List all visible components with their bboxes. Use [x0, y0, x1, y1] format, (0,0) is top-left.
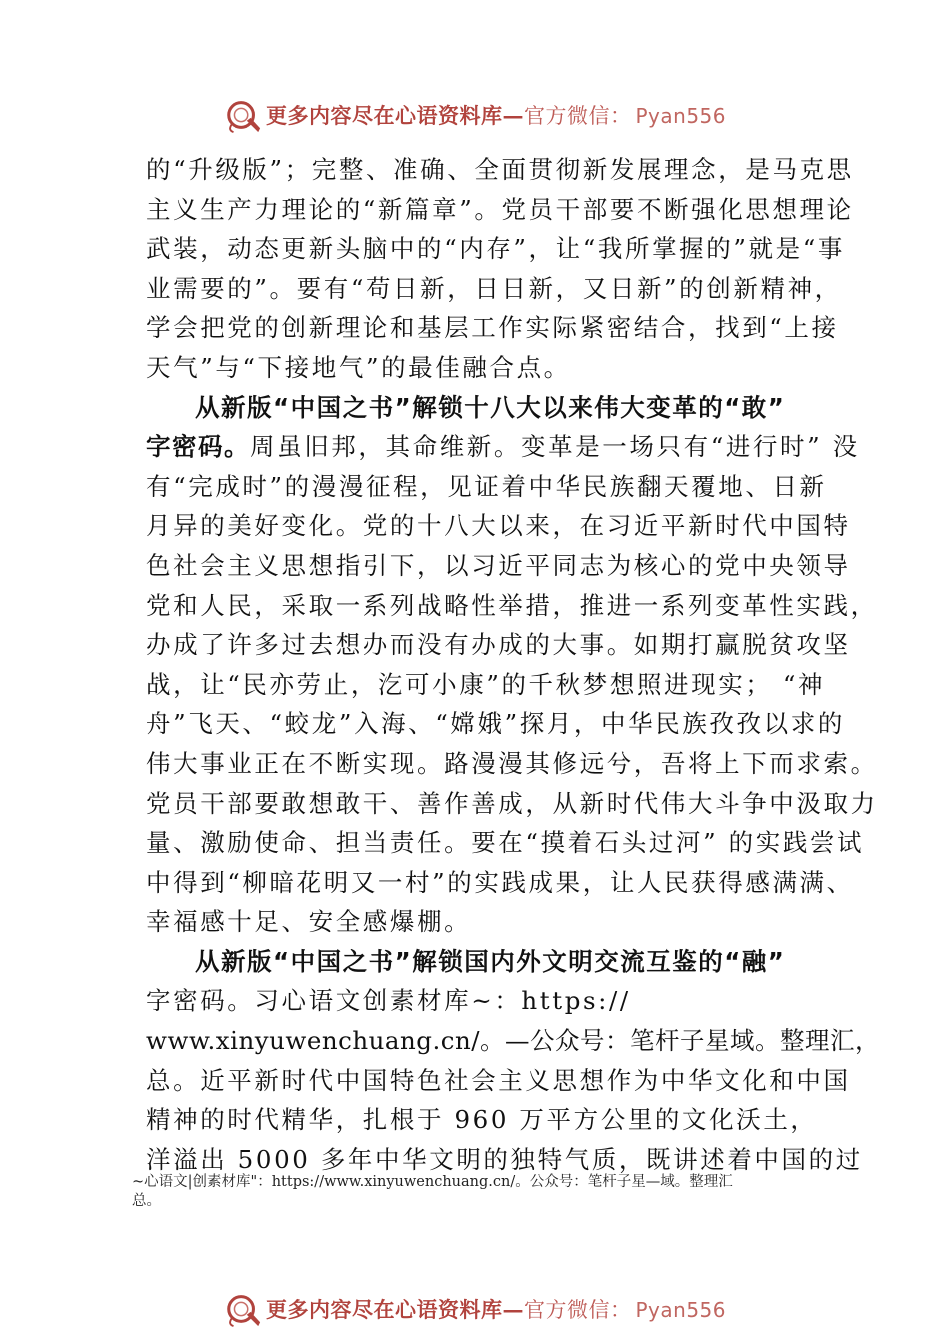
body-line: 主义生产力理论的“新篇章”。党员干部要不断强化思想理论: [146, 194, 854, 224]
body-line: 量、激励使命、担当责任。要在“摸着石头过河” 的实践尝试: [146, 828, 865, 858]
body-line: 字密码。习心语文创素材库~：https://: [146, 986, 631, 1016]
body-line: 幸福感十足、安全感爆棚。: [146, 907, 472, 937]
document-body: [146, 150, 880, 1179]
body-line: 学会把党的创新理论和基层工作实际紧密结合，找到“上接: [146, 313, 839, 343]
body-line: 精神的时代精华，扎根于 960 万平方公里的文化沃土，: [146, 1105, 818, 1135]
body-line: 天气”与“下接地气”的最佳融合点。: [146, 352, 571, 382]
body-line: 伟大事业正在不断实现。路漫漫其修远兮，吾将上下而求索。: [146, 748, 878, 778]
body-line: 月异的美好变化。党的十八大以来，在习近平新时代中国特: [146, 511, 851, 541]
header-banner: [0, 90, 950, 140]
pen-nib-seal-icon: [224, 1290, 262, 1328]
body-line: 有“完成时”的漫漫征程，见证着中华民族翻天覆地、日新: [146, 471, 827, 501]
body-text: 周虽旧邦，其命维新。变革是一场只有“进行时” 没: [250, 432, 860, 462]
body-line: 舟”飞天、“蛟龙”入海、“嫦娥”探月，中华民族孜孜以求的: [146, 709, 845, 739]
section-heading-tail: 字密码。: [146, 432, 250, 462]
body-line: 战，让“民亦劳止，汔可小康”的千秋梦想照进现实； “神: [146, 669, 826, 699]
body-line: 中得到“柳暗花明又一村”的实践成果，让人民获得感满满、: [146, 867, 854, 897]
footer-banner: [0, 1284, 950, 1334]
section-heading-blend: 从新版“中国之书”解锁国内外文明交流互鉴的“融”: [195, 946, 786, 976]
body-line: 武装，动态更新头脑中的“内存”，让“我所掌握的”就是“事: [146, 234, 845, 264]
banner-text: 更多内容尽在心语资料库—官方微信： Pyan556: [265, 103, 726, 128]
body-line: 业需要的”。要有“苟日新，日日新，又日新”的创新精神，: [146, 273, 842, 303]
body-line: 党员干部要敢想敢干、善作善成，从新时代伟大斗争中汲取力: [146, 788, 878, 818]
body-line: 办成了许多过去想办而没有办成的大事。如期打赢脱贫攻坚: [146, 630, 851, 660]
pen-nib-seal-icon: [224, 96, 262, 134]
footnote-line: 总。: [132, 1193, 161, 1209]
body-line: 总。近平新时代中国特色社会主义思想作为中华文化和中国: [146, 1065, 851, 1095]
body-line: 洋溢出 5000 多年中华文明的独特气质，既讲述着中国的过: [146, 1144, 863, 1174]
section-heading-continuation: [146, 427, 860, 467]
body-line: 的“升级版”；完整、准确、全面贯彻新发展理念，是马克思: [146, 155, 854, 184]
banner-text: 更多内容尽在心语资料库—官方微信： Pyan556: [265, 1297, 726, 1322]
body-line-url: www.xinyuwenchuang.cn/。—公众号：笔杆子星域。整理汇，: [146, 1026, 880, 1056]
footnote: [132, 1173, 832, 1211]
footnote-line: ~心语文|创素材库"：https://www.xinyuwenchuang.cn/。公众号：笔杆子星—域。整理汇: [132, 1174, 733, 1190]
section-heading-dare: 从新版“中国之书”解锁十八大以来伟大变革的“敢”: [195, 392, 786, 422]
body-line: 党和人民，采取一系列战略性举措，推进一系列变革性实践，: [146, 590, 878, 620]
body-line: 色社会主义思想指引下，以习近平同志为核心的党中央领导: [146, 550, 851, 580]
